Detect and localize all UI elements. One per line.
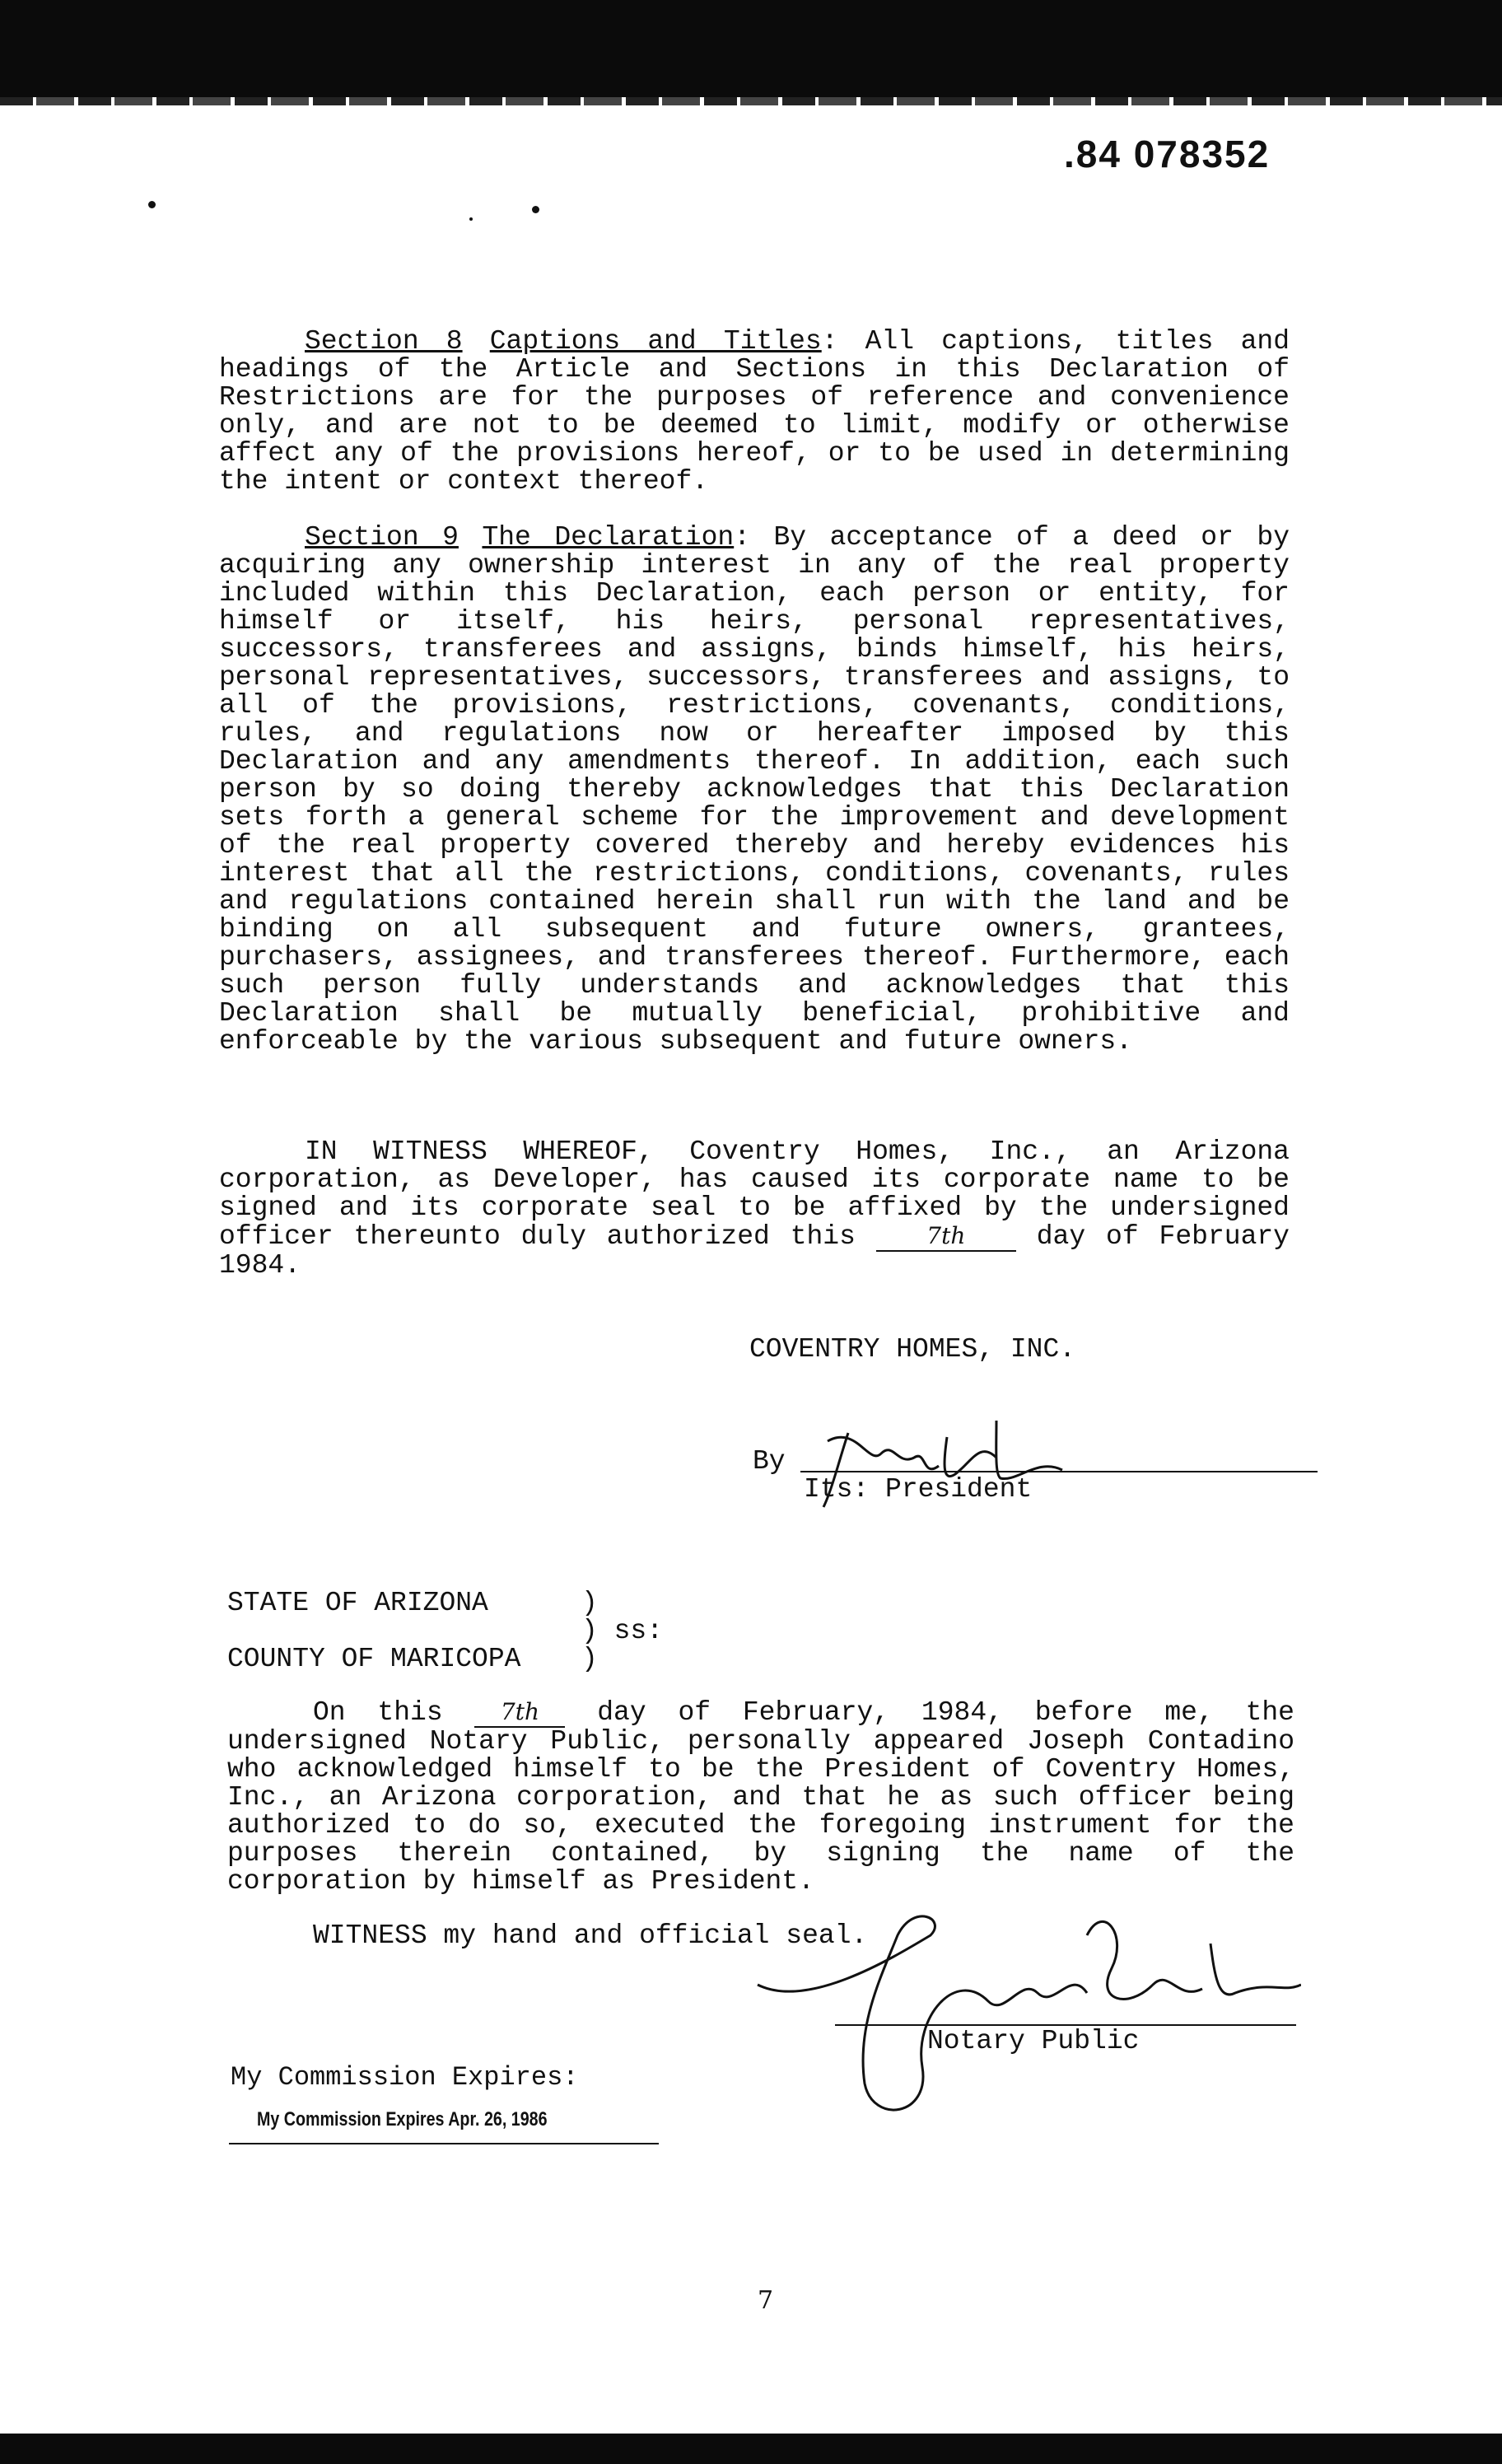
section-8-title: Captions and Titles [489, 326, 822, 357]
acknowledgment-text: On this [313, 1697, 443, 1728]
venue-paren: ) [581, 1588, 598, 1618]
section-9-text: : By acceptance of a deed or by acquiring any ownership interest in any of the real property included within this Declaration, each person or entity, for himself or itself, his heirs, personal representatives, successors, transferees and assigns, binds himself, his heirs, personal representatives, successors, transferees and assigns, to all of the provisions, restrictions, covenants, conditions, rules, and regulations now or hereafter imposed by this Declaration and any amendments thereof. In addition, each such person by so doing thereby acknowledges that this Declaration sets forth a general scheme for the improvement and development of the real property covered thereby and hereby evidences his interest that all the restrictions, conditions, covenants, rules and regulations contained herein shall run with the land and be binding on all subsequent and future owners, grantees, purchasers, assignees, and transferees thereof. Furthermore, each such person fully understands and acknowledges that this Declaration shall be mutually beneficial, prohibitive and enforceable by the various subsequent and future owners. [219, 522, 1290, 1057]
notary-signature [741, 1886, 1301, 2133]
witness-day-handwritten: 7th [876, 1222, 1016, 1252]
notary-title: Notary Public [927, 2026, 1140, 2056]
company-name: COVENTRY HOMES, INC. [749, 1334, 1076, 1365]
witness-text: IN WITNESS WHEREOF, Coventry Homes, Inc., an Arizona corporation, as Developer, has caused its corporate name to be signed and its corporate seal to be affixed by the undersigned officer thereunto duly authorized this [219, 1136, 1290, 1252]
witness-paragraph [219, 1138, 1290, 1280]
witness-text-end: day of February 1984. [219, 1221, 1290, 1281]
commission-stamp: My Commission Expires Apr. 26, 1986 [257, 2108, 548, 2130]
section-8-number: Section 8 [305, 326, 463, 357]
signer-title: Its: President [804, 1474, 1033, 1505]
document-number: .84 078352 [1064, 133, 1271, 175]
scan-top-border [0, 0, 1502, 100]
notary-witness-line: WITNESS my hand and official seal. [313, 1920, 868, 1951]
venue-paren: ) [581, 1644, 598, 1674]
scan-top-edge [0, 97, 1502, 105]
president-signature [791, 1408, 1120, 1532]
section-9-paragraph [219, 524, 1290, 1056]
commission-label: My Commission Expires: [231, 2062, 579, 2093]
scan-speck [148, 201, 156, 208]
acknowledgment-day-handwritten: 7th [474, 1698, 565, 1728]
venue-ss: ) ss: [581, 1616, 664, 1646]
by-label: By [753, 1446, 786, 1477]
section-8-paragraph [219, 328, 1290, 496]
acknowledgment-text-end: day of February, 1984, before me, the undersigned Notary Public, personally appeared Joseph Contadino who acknowledged himself to be the President of Coventry Homes, Inc., an Arizona corporation, and that he as such officer being authorized to do so, executed the foregoing instrument for the purposes therein contained, by signing the name of the corporation by himself as President. [227, 1697, 1294, 1897]
venue-state: STATE OF ARIZONA [227, 1588, 488, 1618]
scan-bottom-border [0, 2434, 1502, 2464]
section-9-number: Section 9 [305, 522, 459, 553]
scan-speck [469, 217, 473, 221]
commission-line [229, 2143, 659, 2144]
section-8-text: : All captions, titles and headings of the Article and Sections in this Declaration of Restrictions are for the purposes of reference and convenience only, and are not to be deemed to limit, modify or otherwise affect any of the provisions hereof, or to be used in determining the intent or context thereof. [219, 326, 1290, 497]
scan-speck [532, 206, 539, 213]
acknowledgment-paragraph [227, 1698, 1294, 1896]
venue-county: COUNTY OF MARICOPA [227, 1644, 521, 1674]
section-9-title: The Declaration [482, 522, 735, 553]
page-number: 7 [758, 2286, 774, 2315]
